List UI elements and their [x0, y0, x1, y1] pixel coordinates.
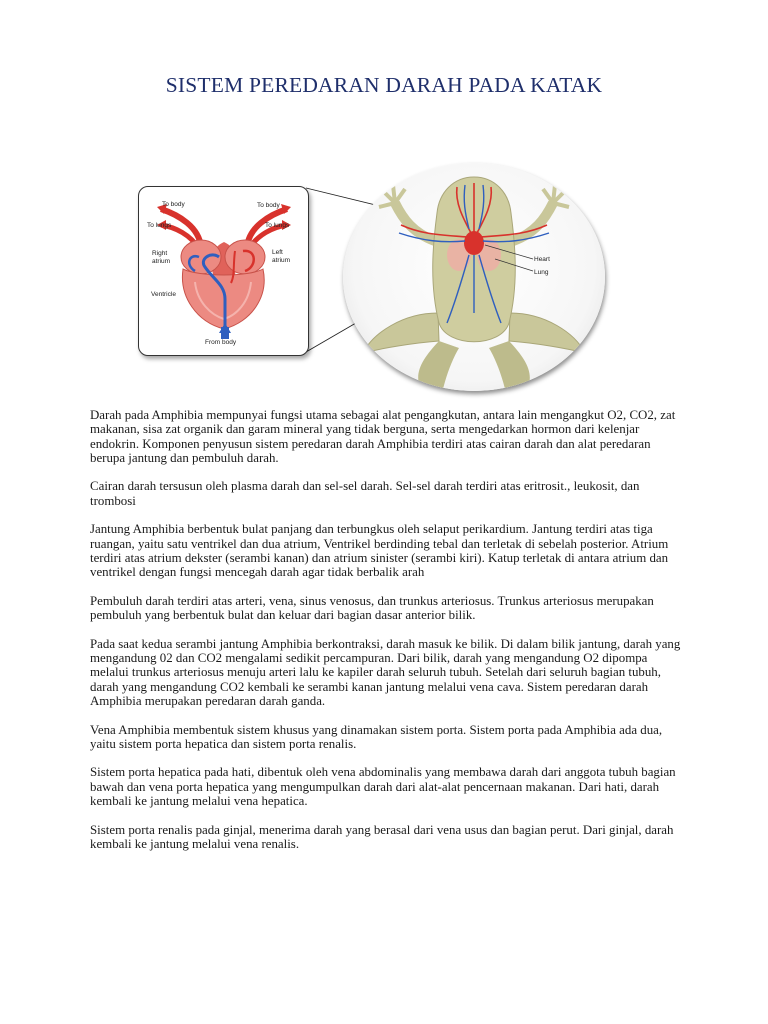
frog-circulation-figure	[0, 0, 768, 400]
label-right-atrium: Right atrium	[152, 250, 171, 265]
paragraph: Sistem porta renalis pada ginjal, menerima darah yang berasal dari vena usus dan bagian perut. Dari ginjal, darah kembali ke jantung melalui vena renalis.	[90, 822, 674, 851]
page-title: SISTEM PEREDARAN DARAH PADA KATAK	[165, 73, 603, 97]
label-from-body: From body	[205, 339, 237, 346]
label-lung: Lung	[534, 269, 549, 276]
label-to-body-right: To body	[257, 202, 280, 209]
label-to-lungs-right: To lungs	[265, 222, 290, 229]
heart-diagram-inset	[138, 186, 309, 356]
paragraph: Pembuluh darah terdiri atas arteri, vena, sinus venosus, dan trunkus arteriosus. Trunkus arteriosus merupakan pembuluh yang berbentuk bulat dan keluar dari bagian dasar anterior bilik.	[90, 593, 654, 623]
paragraph: Pada saat kedua serambi jantung Amphibia berkontraksi, darah masuk ke bilik. Di dalam bilik jantung, darah yang mengandung 02 dan CO2 mengalami sedikit percampuran. Dari bilik, darah yang mengandung O2 dipompa melalui trunkus arteriosus menuju arteri lalu ke kapiler darah seluruh tubuh. Setelah dari seluruh bagian tubuh, darah yang mengandung CO2 kembali ke serambi kanan jantung melalui vena cava. Sistem peredaran darah Amphibia merupakan peredaran darah ganda.	[90, 636, 681, 708]
paragraph: Vena Amphibia membentuk sistem khusus yang dinamakan sistem porta. Sistem porta pada Amphibia ada dua, yaitu sistem porta hepatica dan sistem porta renalis.	[90, 722, 663, 751]
paragraph: Sistem porta hepatica pada hati, dibentuk oleh vena abdominalis yang membawa darah dari anggota tubuh bagian bawah dan vena porta hepatica yang mengumpulkan darah dari alat-alat pencernaan makanan. Dari hati, darah kembali ke jantung melalui vena hepatica.	[90, 765, 676, 809]
label-to-body-left: To body	[162, 201, 185, 208]
label-heart: Heart	[534, 256, 550, 263]
heart-illustration	[139, 187, 308, 355]
paragraph: Darah pada Amphibia mempunyai fungsi utama sebagai alat pengangkutan, antara lain mengangkut O2, CO2, zat makanan, sisa zat organik dan garam mineral yang tidak berguna, serta mengedarkan hormon dari kelenjar endokrin. Komponen penyusun sistem peredaran darah Amphibia terdiri atas cairan darah dan alat peredaran berupa jantung dan pembuluh darah.	[90, 408, 676, 465]
paragraph: Jantung Amphibia berbentuk bulat panjang dan terbungkus oleh selaput perikardium. Jantung terdiri atas tiga ruangan, yaitu satu ventrikel dan dua atrium, Ventrikel berdinding tebal dan terletak di sebelah posterior. Atrium terdiri atas atrium dekster (serambi kanan) dan atrium sinister (serambi kiri). Katup terletak di antara atrium dan ventrikel dengan fungsi mencegah darah agar tidak berbalik arah	[90, 522, 669, 580]
label-ventricle: Ventricle	[151, 291, 176, 298]
body-text	[90, 408, 682, 866]
paragraph: Cairan darah tersusun oleh plasma darah dan sel-sel darah. Sel-sel darah terdiri atas eritrosit., leukosit, dan trombosi	[90, 479, 640, 508]
label-left-atrium: Left atrium	[272, 249, 291, 264]
frog-illustration-circle	[343, 163, 605, 391]
label-to-lungs-left: To lungs	[147, 222, 172, 229]
frog-illustration	[343, 163, 605, 391]
